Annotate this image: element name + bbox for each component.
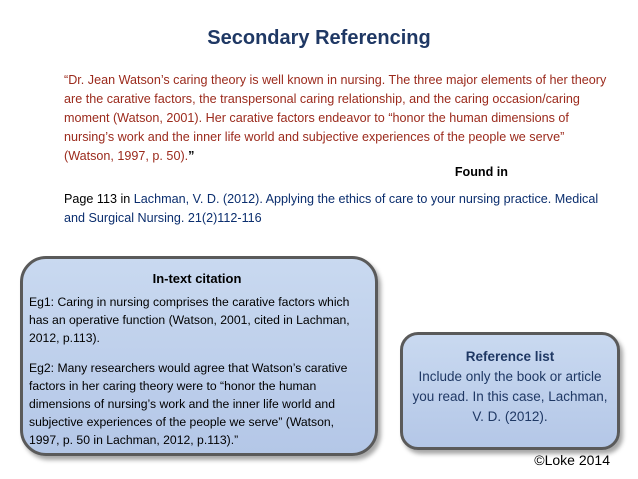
example-1: Eg1: Caring in nursing comprises the carative factors which has an operative function (Watson, 2001, cited in Lachman, 2012, p.113). bbox=[29, 295, 350, 345]
quote-closing-mark: ” bbox=[188, 149, 195, 163]
slide-title: Secondary Referencing bbox=[207, 27, 431, 49]
copyright-notice: ©Loke 2014 bbox=[534, 452, 610, 468]
reference-list-text: Include only the book or article you read. In this case, Lachman, V. D. (2012). bbox=[412, 369, 608, 424]
source-citation: Lachman, V. D. (2012). Applying the ethics of care to your nursing practice. Medical and Surgical Nursing. 21(2)112-116 bbox=[64, 192, 599, 225]
reference-list-heading: Reference list bbox=[465, 349, 555, 364]
in-text-citation-box bbox=[20, 256, 378, 456]
reference-list-box bbox=[400, 332, 620, 450]
in-text-citation-heading: In-text citation bbox=[152, 271, 242, 286]
source-page: Page 113 in bbox=[64, 192, 131, 206]
quoted-passage bbox=[64, 71, 612, 166]
found-in-label: Found in bbox=[454, 165, 508, 179]
quote-text: “Dr. Jean Watson’s caring theory is well known in nursing. The three major elements of her theory are the carative factors, the transpersonal caring relationship, and the caring occasion/caring moment (Watson, 2001). Her carative factors endeavor to “honor the human dimensions of nursing’s work and the inner life world and subjective experiences of the people we serve” (Watson, 1997, p. 50). bbox=[64, 73, 607, 163]
source-reference bbox=[64, 190, 616, 228]
example-2: Eg2: Many researchers would agree that Watson’s carative factors in her caring theory were to “honor the human dimensions of nursing’s work and the inner life world and subjective experiences of the people we serve” (Watson, 1997, p. 50 in Lachman, 2012, p.113).” bbox=[29, 361, 348, 447]
